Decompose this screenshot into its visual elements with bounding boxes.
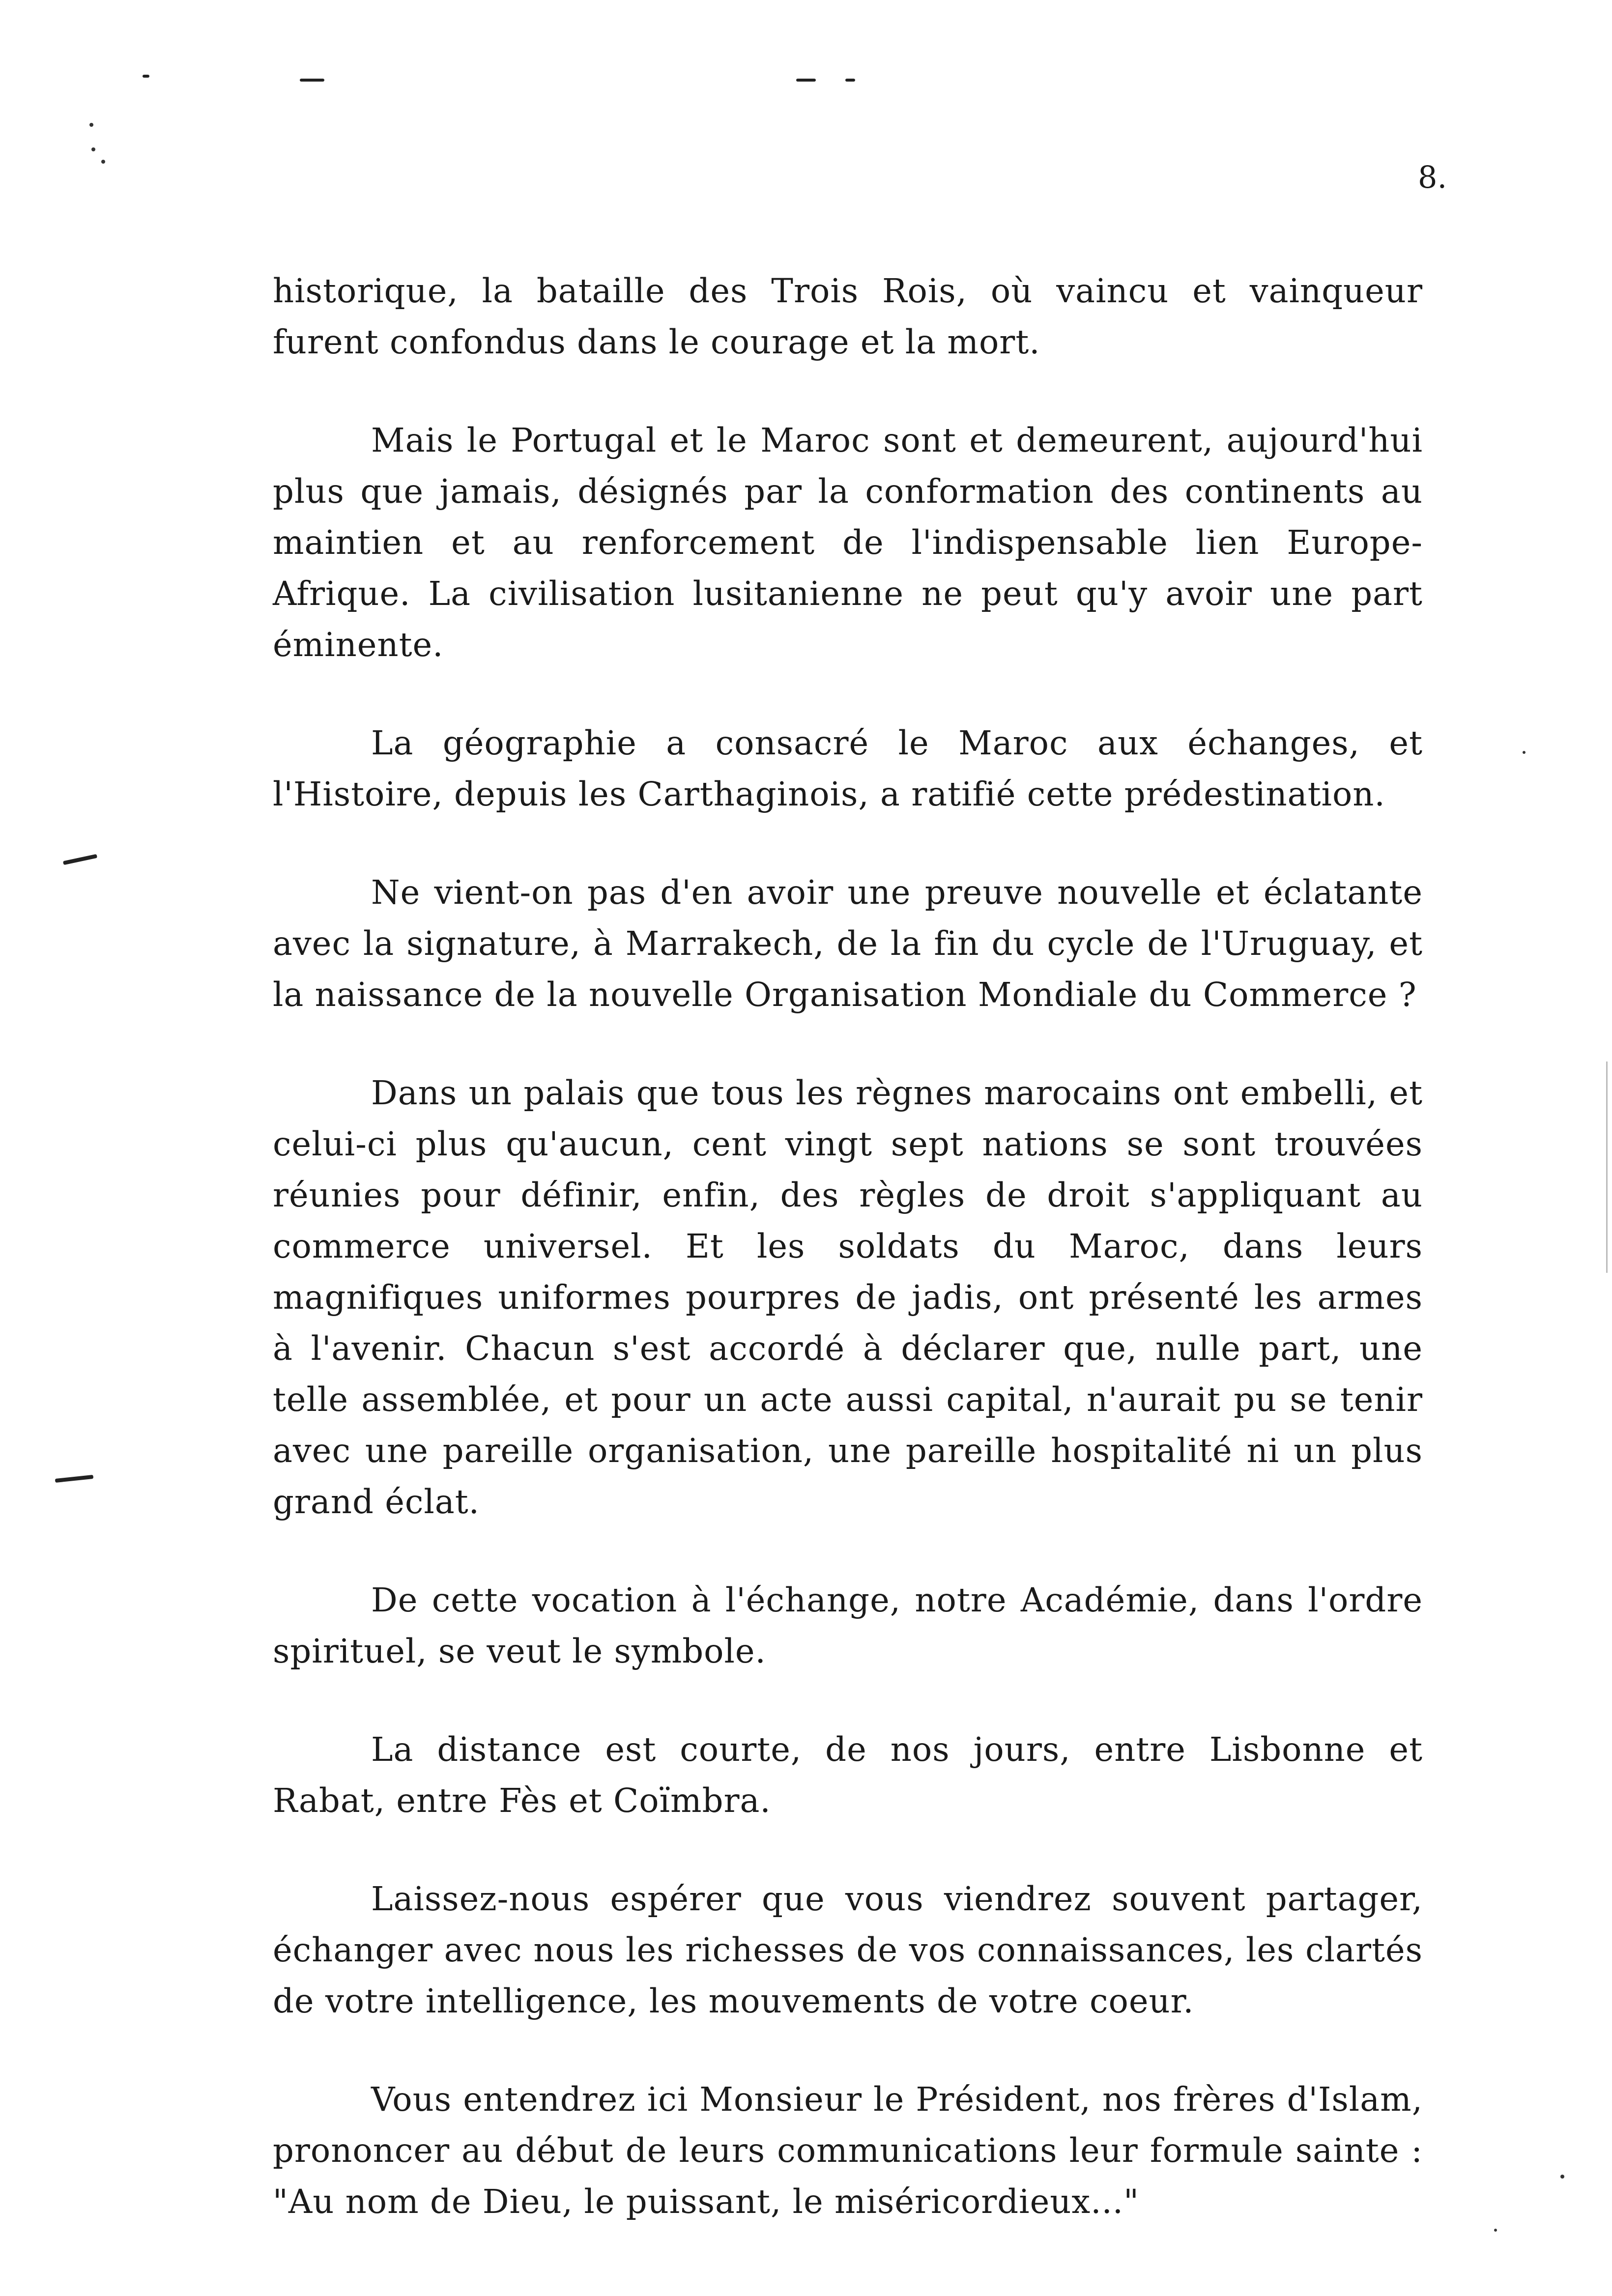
scan-mark-left-middle [63,854,97,865]
scan-edge-line [1606,1062,1608,1273]
scan-mark-left-lower [55,1475,93,1483]
scan-speck-left-3 [101,160,105,164]
body-text [273,265,1423,2274]
paragraph-5: Dans un palais que tous les règnes marocains ont embelli, et celui-ci plus qu'aucun, cent vingt sept nations se sont trouvées réunies pour définir, enfin, des règles de droit s'appliquant au commerce universel. Et les soldats du Maroc, dans leurs magnifiques uniformes pourpres de jadis, ont présenté les armes à l'avenir. Chacun s'est accordé à déclarer que, nulle part, une telle assemblée, et pour un acte aussi capital, n'aurait pu se tenir avec une pareille organisation, une pareille hospitalité ni un plus grand éclat. [273,1074,1423,1521]
scan-mark-top-2 [796,79,816,82]
scan-mark-top-left [143,75,149,78]
paragraph-6: De cette vocation à l'échange, notre Académie, dans l'ordre spirituel, se veut le symbole. [273,1581,1423,1670]
paragraph-3: La géographie a consacré le Maroc aux échanges, et l'Histoire, depuis les Carthaginois, a ratifié cette prédestination. [273,724,1423,813]
paragraph-9: Vous entendrez ici Monsieur le Président, nos frères d'Islam, prononcer au début de leurs communications leur formule sainte : "Au nom de Dieu, le puissant, le miséricordieux..." [273,2080,1423,2221]
scan-speck-right-3 [1494,2229,1497,2232]
paragraph-4: Ne vient-on pas d'en avoir une preuve nouvelle et éclatante avec la signature, à Marrakech, de la fin du cycle de l'Uruguay, et la naissance de la nouvelle Organisation Mondiale du Commerce ? [273,873,1423,1014]
scan-speck-left-2 [91,147,95,151]
paragraph-8: Laissez-nous espérer que vous viendrez souvent partager, échanger avec nous les richesses de vos connaissances, les clartés de votre intelligence, les mouvements de votre coeur. [273,1880,1423,2020]
scan-mark-top-3 [845,79,855,82]
paragraph-2: Mais le Portugal et le Maroc sont et demeurent, aujourd'hui plus que jamais, désignés par la conformation des continents au maintien et au renforcement de l'indispensable lien Europe-Afrique. La civilisation lusitanienne ne peut qu'y avoir une part éminente. [273,421,1423,664]
scan-speck-right-2 [1560,2175,1564,2179]
scan-speck-right-1 [1523,751,1526,754]
paragraph-7: La distance est courte, de nos jours, entre Lisbonne et Rabat, entre Fès et Coïmbra. [273,1730,1423,1820]
paragraph-1: historique, la bataille des Trois Rois, où vaincu et vainqueur furent confondus dans le courage et la mort. [273,272,1423,361]
scan-mark-top-1 [300,79,324,82]
page-number: 8. [1418,159,1447,195]
scan-speck-left-1 [89,123,93,127]
